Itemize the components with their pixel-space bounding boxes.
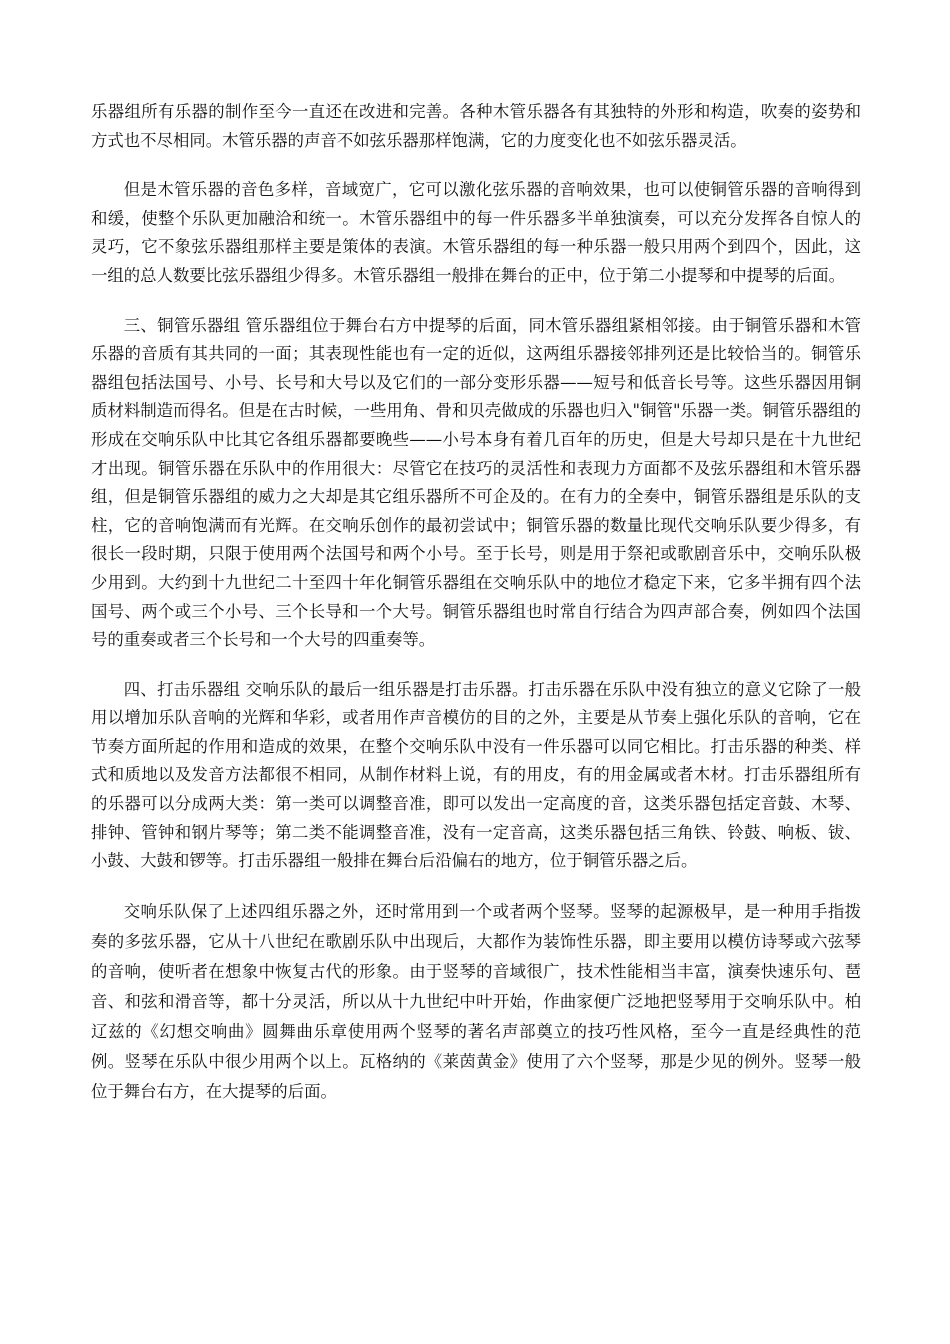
paragraph-harp: 交响乐队保了上述四组乐器之外，还时常用到一个或者两个竖琴。竖琴的起源极早，是一种用手指拨奏的多弦乐器，它从十八世纪在歌剧乐队中出现后，大都作为装饰性乐器，即主要用以模仿诗琴或六弦琴的音响，使听者在想象中恢复古代的形象。由于竖琴的音域很广，技术性能相当丰富，演奏快速乐句、琶音、和弦和滑音等，都十分灵活，所以从十九世纪中叶开始，作曲家便广泛地把竖琴用于交响乐队中。柏辽兹的《幻想交响曲》圆舞曲乐章使用两个竖琴的著名声部奠立的技巧性风格，至今一直是经典性的范例。竖琴在乐队中很少用两个以上。瓦格纳的《莱茵黄金》使用了六个竖琴，那是少见的例外。竖琴一般位于舞台右方，在大提琴的后面。 [91,901,861,1101]
paragraph-woodwind-timbre: 但是木管乐器的音色多样，音域宽广，它可以激化弦乐器的音响效果，也可以使铜管乐器的音响得到和缓，使整个乐队更加融洽和统一。木管乐器组中的每一件乐器多半单独演奏，可以充分发挥各自惊人的灵巧，它不象弦乐器组那样主要是策体的表演。木管乐器组的每一种乐器一般只用两个到四个，因此，这一组的总人数要比弦乐器组少得多。木管乐器组一般排在舞台的正中，位于第二小提琴和中提琴的后面。 [91,180,861,285]
document-page [91,98,861,1128]
paragraph-brass-section: 三、铜管乐器组 管乐器组位于舞台右方中提琴的后面，同木管乐器组紧相邻接。由于铜管乐器和木管乐器的音质有其共同的一面；其表现性能也有一定的近似，这两组乐器接邻排列还是比较恰当的。铜管乐器组包括法国号、小号、长号和大号以及它们的一部分变形乐器——短号和低音长号等。这些乐器因用铜质材料制造而得名。但是在古时候，一些用角、骨和贝壳做成的乐器也归入"铜管"乐器一类。铜管乐器组的形成在交响乐队中比其它各组乐器都要晚些——小号本身有着几百年的历史，但是大号却只是在十九世纪才出现。铜管乐器在乐队中的作用很大：尽管它在技巧的灵活性和表现力方面都不及弦乐器组和木管乐器组，但是铜管乐器组的威力之大却是其它组乐器所不可企及的。在有力的全奏中，铜管乐器组是乐队的支柱，它的音响饱满而有光辉。在交响乐创作的最初尝试中；铜管乐器的数量比现代交响乐队要少得多，有很长一段时期，只限于使用两个法国号和两个小号。至于长号，则是用于祭祀或歌剧音乐中，交响乐队极少用到。大约到十九世纪二十至四十年化铜管乐器组在交响乐队中的地位才稳定下来，它多半拥有四个法国号、两个或三个小号、三个长导和一个大号。铜管乐器组也时常自行结合为四声部合奏，例如四个法国号的重奏或者三个长号和一个大号的四重奏等。 [91,315,861,650]
paragraph-woodwind-continued: 乐器组所有乐器的制作至今一直还在改进和完善。各种木管乐器各有其独特的外形和构造，吹奏的姿势和方式也不尽相同。木管乐器的声音不如弦乐器那样饱满，它的力度变化也不如弦乐器灵活。 [91,102,861,150]
paragraph-percussion-section: 四、打击乐器组 交响乐队的最后一组乐器是打击乐器。打击乐器在乐队中没有独立的意义它除了一般用以增加乐队音响的光辉和华彩，或者用作声音模仿的目的之外，主要是从节奏上强化乐队的音响，它在节奏方面所起的作用和造成的效果，在整个交响乐队中没有一件乐器可以同它相比。打击乐器的种类、样式和质地以及发音方法都很不相同，从制作材料上说，有的用皮，有的用金属或者木材。打击乐器组所有的乐器可以分成两大类：第一类可以调整音准，即可以发出一定高度的音，这类乐器包括定音鼓、木琴、排钟、管钟和钢片琴等；第二类不能调整音准，没有一定音高，这类乐器包括三角铁、铃鼓、响板、钹、小鼓、大鼓和锣等。打击乐器组一般排在舞台后沿偏右的地方，位于铜管乐器之后。 [91,679,861,871]
